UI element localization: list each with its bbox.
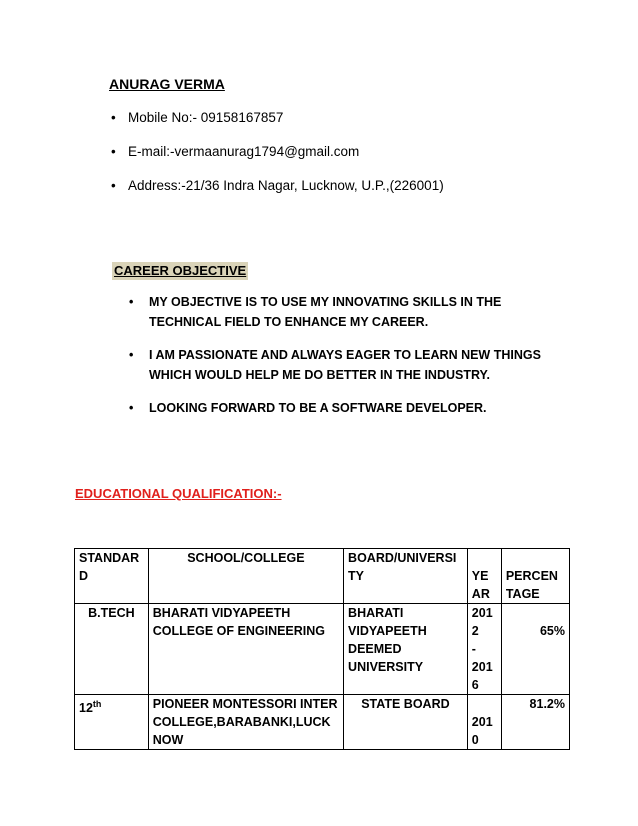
cell-standard: B.TECH xyxy=(75,604,149,695)
col-header-year xyxy=(467,549,501,604)
objective-item: • LOOKING FORWARD TO BE A SOFTWARE DEVELOPER. xyxy=(129,398,569,418)
contact-list xyxy=(108,108,444,210)
candidate-name: ANURAG VERMA xyxy=(109,76,225,92)
cell-standard xyxy=(75,695,149,750)
cell-percentage: 81.2% xyxy=(501,695,569,750)
cell-year xyxy=(467,604,501,695)
percentage-header-text: PERCENTAGE xyxy=(505,569,558,601)
education-table xyxy=(74,548,570,750)
cell-board: STATE BOARD xyxy=(344,695,468,750)
cell-school: BHARATI VIDYAPEETH COLLEGE OF ENGINEERING xyxy=(148,604,343,695)
cell-school: PIONEER MONTESSORI INTER COLLEGE,BARABANKI,LUCKNOW xyxy=(148,695,343,750)
cell-year xyxy=(467,695,501,750)
objective-item: • MY OBJECTIVE IS TO USE MY INNOVATING SKILLS IN THE TECHNICAL FIELD TO ENHANCE MY CAREER. xyxy=(129,292,569,332)
cell-board: BHARATI VIDYAPEETH DEEMED UNIVERSITY xyxy=(344,604,468,695)
standard-base: 12 xyxy=(79,701,93,716)
education-heading: EDUCATIONAL QUALIFICATION:- xyxy=(75,486,282,501)
standard-sup: th xyxy=(92,699,102,709)
year-end: 2016 xyxy=(471,660,493,692)
address-item: • Address:-21/36 Indra Nagar, Lucknow, U.P.,(226001) xyxy=(108,176,444,210)
objective-item: • I AM PASSIONATE AND ALWAYS EAGER TO LEARN NEW THINGS WHICH WOULD HELP ME DO BETTER IN THE INDUSTRY. xyxy=(129,345,569,385)
percentage-value: 65% xyxy=(539,624,565,638)
cell-percentage xyxy=(501,604,569,695)
career-objective-heading: CAREER OBJECTIVE xyxy=(114,263,247,278)
year-value: 2010 xyxy=(471,715,493,747)
table-row xyxy=(75,604,570,695)
career-objective-list xyxy=(129,292,569,431)
col-header-percentage xyxy=(501,549,569,604)
mobile-item: • Mobile No:- 09158167857 xyxy=(108,108,444,142)
table-header-row xyxy=(75,549,570,604)
table-row xyxy=(75,695,570,750)
year-header-text: YEAR xyxy=(471,569,490,601)
year-separator: - xyxy=(471,642,476,656)
col-header-board: BOARD/UNIVERSITY xyxy=(344,549,468,604)
col-header-school: SCHOOL/COLLEGE xyxy=(148,549,343,604)
email-item: • E-mail:-vermaanurag1794@gmail.com xyxy=(108,142,444,176)
year-start: 2012 xyxy=(471,606,493,638)
col-header-standard: STANDARD xyxy=(75,549,149,604)
